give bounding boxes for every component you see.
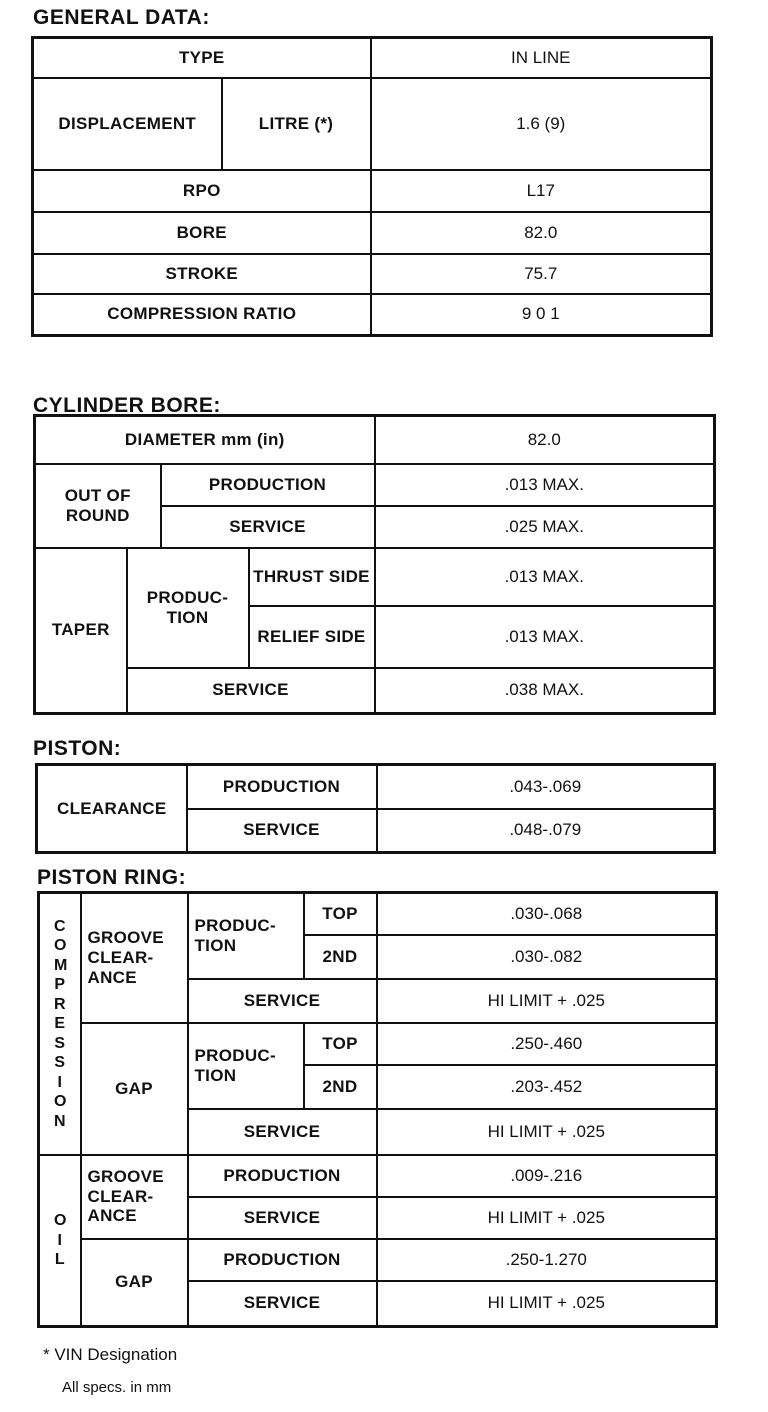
comp-groove-top-label: TOP: [304, 893, 377, 935]
taper-service-label: SERVICE: [127, 668, 375, 714]
litre-value: 1.6 (9): [371, 78, 712, 170]
general-data-heading: GENERAL DATA:: [33, 6, 210, 29]
compression-label: COMPRESSION: [39, 893, 81, 1155]
oor-service-value: .025 MAX.: [375, 506, 715, 548]
stroke-value: 75.7: [371, 254, 712, 294]
comp-groove-2nd-value: .030-.082: [377, 935, 717, 979]
diameter-value: 82.0: [375, 416, 715, 464]
comp-gap-top-value: .250-.460: [377, 1023, 717, 1065]
taper-service-value: .038 MAX.: [375, 668, 715, 714]
oil-groove-production-label: PRODUCTION: [188, 1155, 377, 1197]
oil-gap-production-value: .250-1.270: [377, 1239, 717, 1281]
comp-groove-service-label: SERVICE: [188, 979, 377, 1023]
oil-gap-service-value: HI LIMIT + .025: [377, 1281, 717, 1327]
compression-ratio-value: 9 0 1: [371, 294, 712, 336]
rpo-label: RPO: [33, 170, 371, 212]
oor-production-value: .013 MAX.: [375, 464, 715, 506]
oil-groove-service-label: SERVICE: [188, 1197, 377, 1239]
litre-label: LITRE (*): [222, 78, 371, 170]
piston-production-value: .043-.069: [377, 765, 715, 809]
displacement-label: DISPLACEMENT: [33, 78, 222, 170]
piston-ring-table: [37, 891, 718, 1328]
compression-ratio-label: COMPRESSION RATIO: [33, 294, 371, 336]
clearance-label: CLEARANCE: [37, 765, 187, 853]
out-of-round-label: OUT OF ROUND: [35, 464, 161, 548]
oil-gap-production-label: PRODUCTION: [188, 1239, 377, 1281]
thrust-side-value: .013 MAX.: [375, 548, 715, 606]
taper-label: TAPER: [35, 548, 127, 714]
comp-gap-production-label: PRODUC- TION: [188, 1023, 304, 1109]
oil-label: OIL: [39, 1155, 81, 1327]
vin-footnote: * VIN Designation: [43, 1345, 178, 1364]
comp-gap-2nd-value: .203-.452: [377, 1065, 717, 1109]
relief-side-label: RELIEF SIDE: [249, 606, 375, 668]
oil-groove-production-value: .009-.216: [377, 1155, 717, 1197]
oil-gap-service-label: SERVICE: [188, 1281, 377, 1327]
comp-gap-service-label: SERVICE: [188, 1109, 377, 1155]
comp-gap-top-label: TOP: [304, 1023, 377, 1065]
stroke-label: STROKE: [33, 254, 371, 294]
diameter-label: DIAMETER mm (in): [35, 416, 375, 464]
piston-service-label: SERVICE: [187, 809, 377, 853]
bore-label: BORE: [33, 212, 371, 254]
oil-gap-label: GAP: [81, 1239, 188, 1327]
rpo-value: L17: [371, 170, 712, 212]
units-footnote: All specs. in mm: [62, 1379, 172, 1396]
comp-groove-2nd-label: 2ND: [304, 935, 377, 979]
general-data-table: [31, 36, 713, 337]
cylinder-bore-heading: CYLINDER BORE:: [33, 394, 221, 417]
piston-service-value: .048-.079: [377, 809, 715, 853]
comp-groove-production-label: PRODUC- TION: [188, 893, 304, 979]
piston-table: [35, 763, 716, 854]
comp-gap-service-value: HI LIMIT + .025: [377, 1109, 717, 1155]
type-value: IN LINE: [371, 38, 712, 78]
type-label: TYPE: [33, 38, 371, 78]
comp-groove-clearance-label: GROOVE CLEAR- ANCE: [81, 893, 188, 1023]
thrust-side-label: THRUST SIDE: [249, 548, 375, 606]
comp-groove-top-value: .030-.068: [377, 893, 717, 935]
oor-production-label: PRODUCTION: [161, 464, 375, 506]
relief-side-value: .013 MAX.: [375, 606, 715, 668]
piston-production-label: PRODUCTION: [187, 765, 377, 809]
piston-heading: PISTON:: [33, 737, 122, 760]
comp-gap-2nd-label: 2ND: [304, 1065, 377, 1109]
taper-production-label: PRODUC- TION: [127, 548, 249, 668]
comp-groove-service-value: HI LIMIT + .025: [377, 979, 717, 1023]
piston-ring-heading: PISTON RING:: [37, 866, 187, 889]
oor-service-label: SERVICE: [161, 506, 375, 548]
oil-groove-service-value: HI LIMIT + .025: [377, 1197, 717, 1239]
bore-value: 82.0: [371, 212, 712, 254]
comp-gap-label: GAP: [81, 1023, 188, 1155]
oil-groove-clearance-label: GROOVE CLEAR- ANCE: [81, 1155, 188, 1239]
cylinder-bore-table: [33, 414, 716, 715]
